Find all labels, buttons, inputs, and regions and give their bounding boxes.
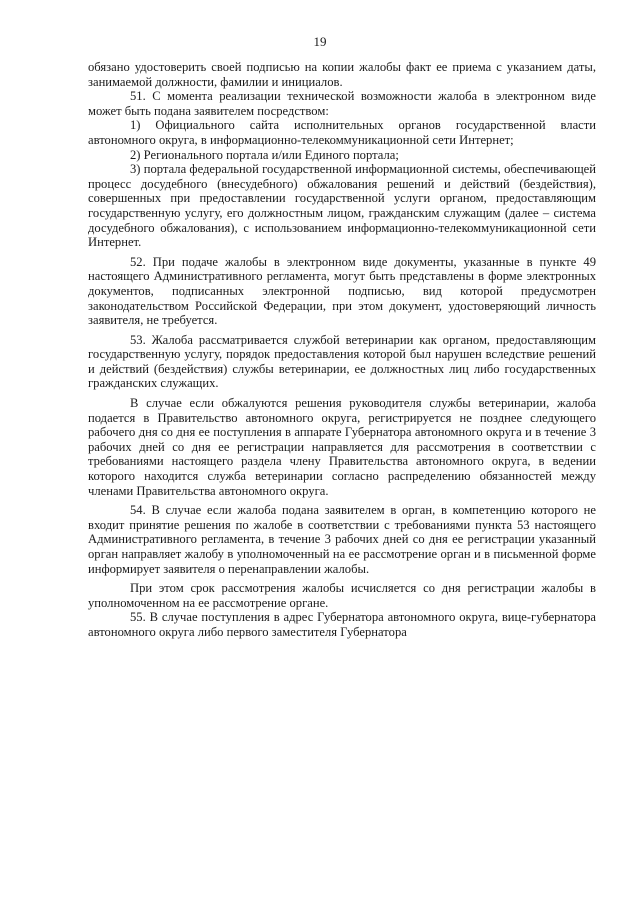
list-item-federal-portal: 3) портала федеральной государственной информационной системы, обеспечивающей процесс досудебного (внесудебного) обжалования решений и действий (бездействия), совершенных при предоставлении государственной услуги органом, предоставляющим государственную услугу, его должностным лицом, гражданским служащим (далее – система досудебного обжалования), с использованием информационно-телекоммуникационной сети Интернет. [88,162,596,250]
document-body [88,60,596,640]
paragraph-54: 54. В случае если жалоба подана заявителем в орган, в компетенцию которого не входит принятие решения по жалобе в соответствии с требованиями пункта 53 настоящего Административного регламента, в течение 3 рабочих дней со дня ее регистрации указанный орган направляет жалобу в уполномоченный на ее рассмотрение орган и в письменной форме информирует заявителя о перенаправлении жалобы. [88,503,596,576]
paragraph-55: 55. В случае поступления в адрес Губернатора автономного округа, вице-губернатора автономного округа либо первого заместителя Губернатора [88,610,596,639]
list-item-official-site: 1) Официального сайта исполнительных органов государственной власти автономного округа, в информационно-телекоммуникационной сети Интернет; [88,118,596,147]
paragraph-53: 53. Жалоба рассматривается службой ветеринарии как органом, предоставляющим государственную услугу, порядок предоставления которой был нарушен вследствие решений и действий (бездействия) службы ветеринарии, ее должностных лиц либо государственных гражданских служащих. [88,332,596,391]
paragraph-54-continuation: При этом срок рассмотрения жалобы исчисляется со дня регистрации жалобы в уполномоченном на ее рассмотрение органе. [88,581,596,610]
paragraph-continuation: обязано удостоверить своей подписью на копии жалобы факт ее приема с указанием даты, занимаемой должности, фамилии и инициалов. [88,60,596,89]
paragraph-53-continuation: В случае если обжалуются решения руководителя службы ветеринарии, жалоба подается в Правительство автономного округа, регистрируется не позднее следующего рабочего дня со дня ее поступления в аппарате Губернатора автономного округа и в течение 3 рабочих дней со дня ее регистрации направляется для рассмотрения в соответствии с требованиями настоящего раздела члену Правительства автономного округа, в ведении которого находится служба ветеринарии согласно распределению обязанностей между членами Правительства автономного округа. [88,396,596,498]
page-number: 19 [313,34,327,49]
list-item-regional-portal: 2) Регионального портала и/или Единого портала; [130,147,399,162]
paragraph-51: 51. С момента реализации технической возможности жалоба в электронном виде может быть подана заявителем посредством: [88,89,596,118]
paragraph-52: 52. При подаче жалобы в электронном виде документы, указанные в пункте 49 настоящего Административного регламента, могут быть представлены в форме электронных документов, подписанных электронной подписью, вид которой предусмотрен законодательством Российской Федерации, при этом документ, удостоверяющий личность заявителя, не требуется. [88,254,596,328]
